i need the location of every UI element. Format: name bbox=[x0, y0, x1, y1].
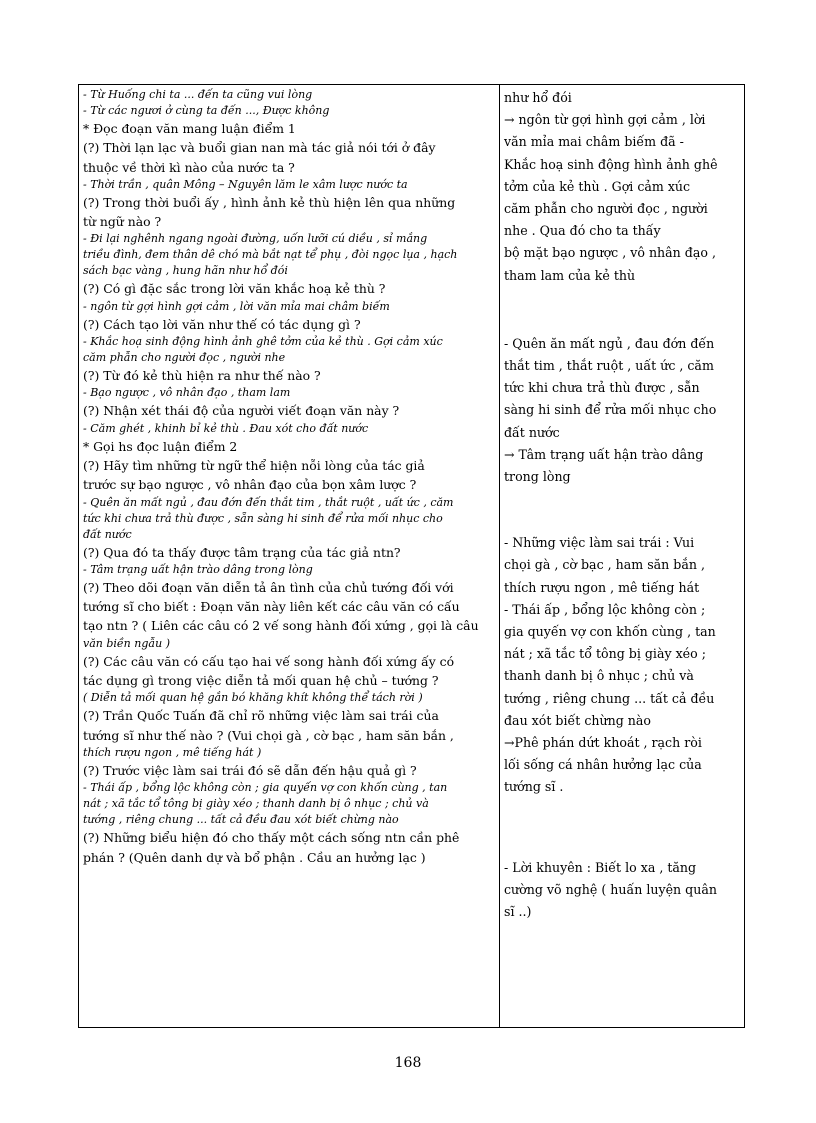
answer-line: đất nước bbox=[83, 527, 132, 541]
question-line: (?) Nhận xét thái độ của người viết đoạn văn này ? bbox=[83, 403, 400, 419]
question-line: * Gọi hs đọc luận điểm 2 bbox=[83, 438, 238, 454]
answer-line: - Từ các ngươi ở cùng ta đến ..., Được không bbox=[83, 104, 330, 117]
answer-line: - Đi lại nghênh ngang ngoài đường, uốn lưỡi cú diều , sỉ mắng bbox=[83, 232, 428, 246]
answer-line: đau xót biết chừng nào bbox=[504, 712, 651, 728]
page-number: 168 bbox=[394, 1055, 422, 1071]
answer-line: văn mỉa mai châm biếm đã - bbox=[504, 134, 684, 150]
answer-line: - Căm ghét , khinh bỉ kẻ thù . Đau xót cho đất nước bbox=[83, 421, 369, 435]
lesson-table bbox=[78, 84, 745, 1028]
answer-line: - ngôn từ gợi hình gợi cảm , lời văn mỉa mai châm biếm bbox=[83, 299, 390, 313]
answer-line: như hổ đói bbox=[504, 90, 572, 105]
answer-line: ( Diễn tả mối quan hệ gắn bó khăng khít không thể tách rời ) bbox=[83, 691, 423, 705]
question-line: tác dụng gì trong việc diễn tả mối quan hệ chủ – tướng ? bbox=[83, 673, 439, 689]
answer-line: → ngôn từ gợi hình gợi cảm , lời bbox=[504, 112, 706, 128]
answer-line: - Quên ăn mất ngủ , đau đớn đến thắt tim , thắt ruột , uất ức , căm bbox=[83, 495, 454, 509]
answer-line: tức khi chưa trả thù được , sẵn bbox=[504, 380, 700, 396]
answer-line: - Khắc hoạ sinh động hình ảnh ghê tởm của kẻ thù . Gợi cảm xúc bbox=[83, 335, 443, 349]
answer-line: triều đình, đem thân dê chó mà bắt nạt tể phụ , đòi ngọc lụa , hạch bbox=[83, 248, 458, 262]
answer-line: → Tâm trạng uất hận trào dâng bbox=[504, 446, 704, 462]
answer-line: - Thái ấp , bổng lộc không còn ; bbox=[504, 601, 706, 617]
answer-line: căm phẫn cho người đọc , người bbox=[504, 201, 708, 217]
question-line: (?) Trong thời buổi ấy , hình ảnh kẻ thù hiện lên qua những bbox=[83, 194, 456, 210]
question-line: (?) Cách tạo lời văn như thế có tác dụng gì ? bbox=[83, 316, 361, 332]
answer-line: - Những việc làm sai trái : Vui bbox=[504, 535, 695, 551]
answer-line: - Quên ăn mất ngủ , đau đớn đến bbox=[504, 335, 715, 351]
question-line: (?) Thời lạn lạc và buổi gian nan mà tác giả nói tới ở đây bbox=[83, 140, 436, 156]
answer-line: chọi gà , cờ bạc , ham săn bắn , bbox=[504, 557, 705, 573]
question-line: trước sự bạo ngược , vô nhân đạo của bọn xâm lược ? bbox=[83, 477, 417, 493]
question-line: (?) Hãy tìm những từ ngữ thể hiện nỗi lòng của tác giả bbox=[83, 457, 425, 473]
answer-line: tướng , riêng chung ... tất cả đều bbox=[504, 690, 715, 706]
answer-line: Khắc hoạ sinh động hình ảnh ghê bbox=[504, 156, 718, 172]
answers-column bbox=[500, 85, 744, 1027]
questions-column bbox=[79, 85, 500, 1027]
answer-line: tham lam của kẻ thù bbox=[504, 267, 636, 283]
answer-line: bộ mặt bạo ngược , vô nhân đạo , bbox=[504, 245, 716, 261]
answer-line: thích rượu ngon , mê tiếng hát bbox=[504, 579, 700, 595]
answer-line: đất nước bbox=[504, 424, 560, 440]
answer-line: - Bạo ngược , vô nhân đạo , tham lam bbox=[83, 386, 291, 400]
question-line: (?) Theo dõi đoạn văn diễn tả ân tình của chủ tướng đối với bbox=[83, 579, 454, 595]
question-line: từ ngữ nào ? bbox=[83, 214, 162, 230]
answer-line: →Phê phán dứt khoát , rạch ròi bbox=[504, 735, 702, 751]
answer-line: sàng hi sinh để rửa mối nhục cho bbox=[504, 402, 717, 418]
question-line: (?) Trước việc làm sai trái đó sẽ dẫn đến hậu quả gì ? bbox=[83, 762, 417, 778]
question-line: (?) Qua đó ta thấy được tâm trạng của tác giả ntn? bbox=[83, 544, 401, 560]
answer-line: văn biền ngẫu ) bbox=[83, 636, 171, 650]
question-line: tướng sĩ cho biết : Đoạn văn này liên kết các câu văn có cấu bbox=[83, 599, 460, 615]
answer-line: thích rượu ngon , mê tiếng hát ) bbox=[83, 745, 262, 759]
question-line: (?) Các câu văn có cấu tạo hai vế song hành đối xứng ấy có bbox=[83, 653, 455, 669]
answer-line: - Tâm trạng uất hận trào dâng trong lòng bbox=[83, 562, 313, 576]
answer-line: thanh danh bị ô nhục ; chủ và bbox=[504, 668, 694, 684]
answer-line: - Thời trần , quân Mông – Nguyên lăm le xâm lược nước ta bbox=[83, 177, 408, 191]
question-line: tướng sĩ như thế nào ? (Vui chọi gà , cờ bạc , ham săn bắn , bbox=[83, 727, 454, 743]
question-line: (?) Từ đó kẻ thù hiện ra như thế nào ? bbox=[83, 368, 321, 384]
answer-line: nát ; xã tắc tổ tông bị giày xéo ; bbox=[504, 646, 706, 662]
answer-line: lối sống cá nhân hưởng lạc của bbox=[504, 757, 702, 773]
answer-line: căm phẫn cho người đọc , người nhe bbox=[83, 351, 286, 365]
answer-line: nhe . Qua đó cho ta thấy bbox=[504, 223, 661, 239]
question-line: tạo ntn ? ( Liên các câu có 2 vế song hành đối xứng , gọi là câu bbox=[83, 618, 479, 634]
question-line: (?) Có gì đặc sắc trong lời văn khắc hoạ kẻ thù ? bbox=[83, 281, 386, 297]
answer-line: trong lòng bbox=[504, 469, 571, 485]
question-line: phán ? (Quên danh dự và bổ phận . Cầu an hưởng lạc ) bbox=[83, 849, 426, 865]
answer-line: thắt tim , thắt ruột , uất ức , căm bbox=[504, 358, 714, 374]
answer-line: tởm của kẻ thù . Gợi cảm xúc bbox=[504, 178, 691, 194]
answer-line: tướng sĩ . bbox=[504, 779, 564, 795]
question-line: (?) Những biểu hiện đó cho thấy một cách sống ntn cần phê bbox=[83, 830, 460, 846]
answer-line: - Từ Huống chi ta ... đến ta cũng vui lòng bbox=[83, 88, 313, 101]
question-line: thuộc về thời kì nào của nước ta ? bbox=[83, 159, 295, 175]
answer-line: nát ; xã tắc tổ tông bị giày xéo ; thanh danh bị ô nhục ; chủ và bbox=[83, 797, 429, 811]
answer-line: cường võ nghệ ( huấn luyện quân bbox=[504, 881, 717, 897]
answer-line: tướng , riêng chung ... tất cả đều đau xót biết chừng nào bbox=[83, 813, 399, 827]
answer-line: - Lời khuyên : Biết lo xa , tăng bbox=[504, 859, 697, 875]
answer-line: gia quyến vợ con khốn cùng , tan bbox=[504, 624, 716, 640]
answer-line: sách bạc vàng , hung hãn như hổ đói bbox=[83, 264, 288, 278]
question-line: (?) Trần Quốc Tuấn đã chỉ rõ những việc làm sai trái của bbox=[83, 708, 439, 724]
question-line: * Đọc đoạn văn mang luận điểm 1 bbox=[83, 121, 296, 136]
answer-line: - Thái ấp , bổng lộc không còn ; gia quyến vợ con khốn cùng , tan bbox=[83, 781, 448, 795]
answer-line: sĩ ..) bbox=[504, 904, 532, 920]
answer-line: tức khi chưa trả thù được , sẵn sàng hi sinh để rửa mối nhục cho bbox=[83, 511, 443, 525]
